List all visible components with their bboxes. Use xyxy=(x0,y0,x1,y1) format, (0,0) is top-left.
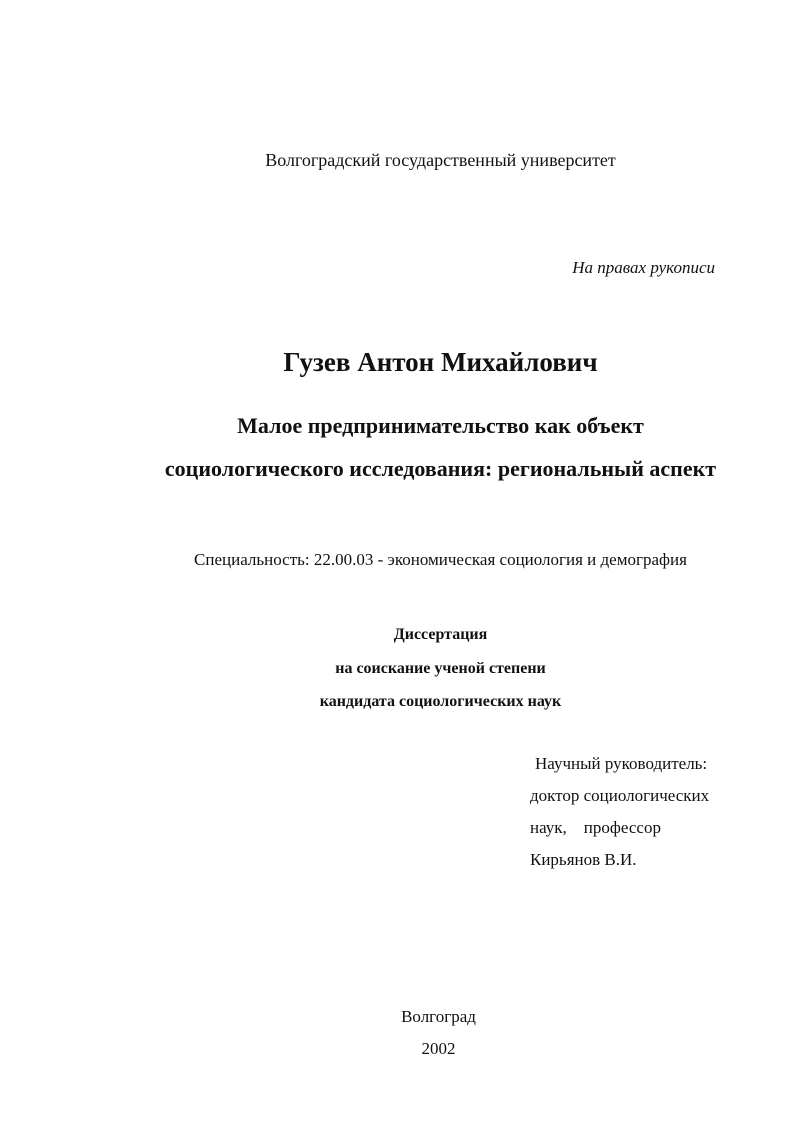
supervisor-degree-line-1: доктор социологических xyxy=(530,786,710,805)
thesis-title-line-1: Малое предпринимательство как объект xyxy=(237,413,644,438)
supervisor-label: Научный руководитель: xyxy=(535,754,708,773)
supervisor-name: Кирьянов В.И. xyxy=(530,850,637,869)
degree-purpose: на соискание ученой степени xyxy=(335,660,546,677)
city: Волгоград xyxy=(401,1007,476,1026)
thesis-title-line-2: социологического исследования: региональный аспект xyxy=(164,456,717,481)
manuscript-note: На правах рукописи xyxy=(572,258,715,277)
year: 2002 xyxy=(421,1039,456,1058)
university-name: Волгоградский государственный университет xyxy=(265,150,616,170)
degree-name: кандидата социологических наук xyxy=(319,693,562,710)
dissertation-label: Диссертация xyxy=(393,626,488,643)
specialty: Специальность: 22.00.03 - экономическая социология и демография xyxy=(194,550,687,569)
author-name: Гузев Антон Михайлович xyxy=(283,347,598,377)
supervisor-block xyxy=(530,748,709,876)
supervisor-degree-line-2: наук, профессор xyxy=(530,818,661,837)
